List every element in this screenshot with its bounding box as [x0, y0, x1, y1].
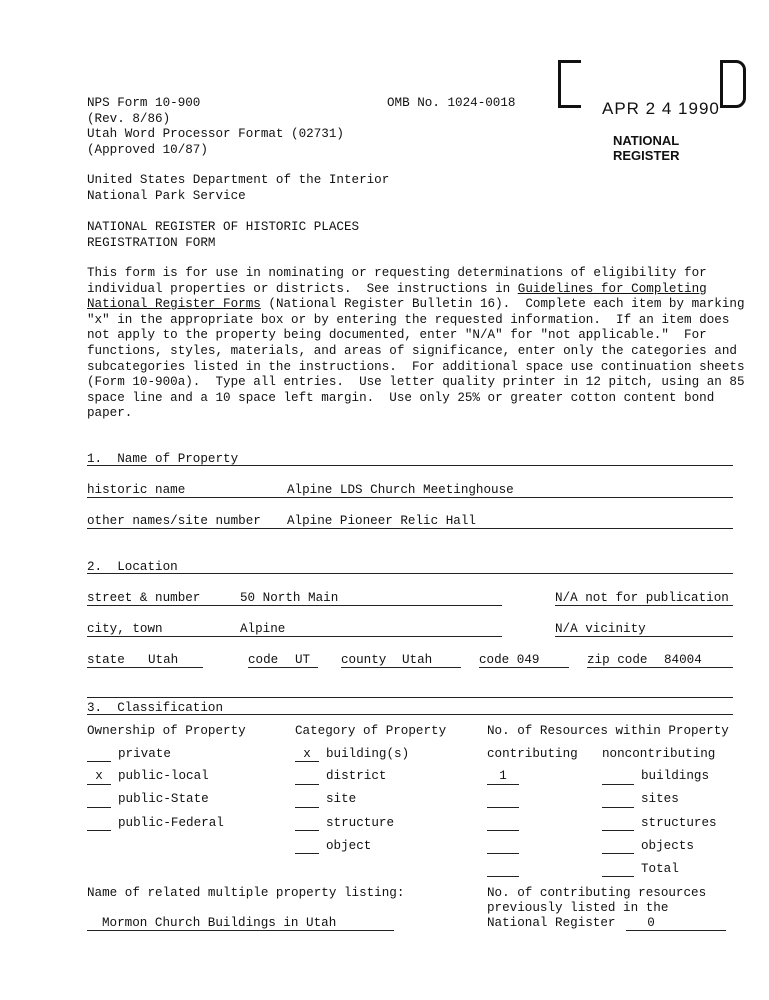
ownership-label-public-state: public-State	[118, 792, 209, 806]
resource-label-total: Total	[641, 862, 679, 876]
contributing-sites-field[interactable]	[487, 807, 519, 808]
resource-label-sites: sites	[641, 792, 679, 806]
noncontributing-heading: noncontributing	[602, 747, 716, 761]
state-code-rule	[248, 667, 318, 668]
noncontributing-structures-field[interactable]	[602, 830, 634, 831]
city-rule	[87, 636, 502, 637]
ownership-heading: Ownership of Property	[87, 724, 246, 738]
related-listing-rule	[87, 930, 394, 931]
ownership-mark-public-local: x	[95, 769, 103, 783]
county-value[interactable]: Utah	[402, 653, 433, 667]
category-label-structure: structure	[326, 816, 395, 830]
other-names-label: other names/site number	[87, 514, 261, 528]
contributing-objects-field[interactable]	[487, 853, 519, 854]
omb-number: OMB No. 1024-0018	[387, 96, 516, 110]
state-value[interactable]: Utah	[148, 653, 179, 667]
state-code-value[interactable]: UT	[295, 653, 311, 667]
zip-value[interactable]: 84004	[664, 653, 702, 667]
category-label-district: district	[326, 769, 387, 783]
section2-heading: 2. Location	[87, 560, 178, 574]
ownership-checkbox-public-federal[interactable]	[87, 830, 111, 831]
county-rule	[341, 667, 461, 668]
form-approved: (Approved 10/87)	[87, 143, 208, 157]
zip-rule	[587, 667, 733, 668]
county-code-rule	[479, 667, 569, 668]
department: United States Department of the Interior	[87, 173, 390, 187]
ownership-label-public-federal: public-Federal	[118, 816, 224, 830]
vicinity-rule	[555, 636, 733, 637]
stamp-letter-d	[720, 60, 746, 108]
street-rule	[87, 605, 502, 606]
stamp-label: NATIONAL REGISTER	[613, 133, 680, 163]
guidelines-link-1: Guidelines for Completing	[517, 281, 707, 296]
noncontributing-buildings-field[interactable]	[602, 784, 634, 785]
state-label: state	[87, 653, 125, 667]
state-code-label: code	[248, 653, 279, 667]
street-label: street & number	[87, 591, 201, 605]
form-subtitle: REGISTRATION FORM	[87, 236, 216, 250]
not-for-publication[interactable]: N/A not for publication	[555, 591, 729, 605]
section1-rule	[87, 465, 733, 466]
form-title: NATIONAL REGISTER OF HISTORIC PLACES	[87, 220, 360, 234]
category-checkbox-object[interactable]	[295, 853, 319, 854]
instructions-text-1: This form is for use in nominating or requesting determinations of eligibility for individual properties or districts. See instructions in	[87, 266, 707, 296]
state-rule	[87, 667, 203, 668]
instructions-paragraph	[87, 266, 757, 422]
previous-listing-rule	[626, 930, 726, 931]
resource-label-objects: objects	[641, 839, 694, 853]
zip-label: zip code	[587, 653, 648, 667]
other-names-value[interactable]: Alpine Pioneer Relic Hall	[287, 514, 476, 528]
category-label-object: object	[326, 839, 372, 853]
city-value[interactable]: Alpine	[240, 622, 286, 636]
historic-name-rule	[87, 497, 733, 498]
previous-listing-line3: National Register	[487, 916, 616, 930]
ownership-checkbox-public-local[interactable]	[87, 784, 111, 785]
resource-label-buildings: buildings	[641, 769, 710, 783]
not-for-publication-rule	[555, 605, 733, 606]
category-heading: Category of Property	[295, 724, 447, 738]
category-checkbox-district[interactable]	[295, 784, 319, 785]
contributing-structures-field[interactable]	[487, 830, 519, 831]
contributing-buildings-field[interactable]	[487, 784, 519, 785]
category-label-site: site	[326, 792, 357, 806]
related-listing-label: Name of related multiple property listing:	[87, 886, 405, 900]
contributing-heading: contributing	[487, 747, 578, 761]
vicinity[interactable]: N/A vicinity	[555, 622, 646, 636]
received-stamp	[555, 55, 750, 170]
instructions-text-2: (National Register Bulletin 16). Complete each item by marking "x" in the appropriate box or by entering the requested information. If an item does not apply to the property being documented, enter "N/A" for "not applicable." For functions, styles, materials, and areas of significance, enter only the categories and subcategories listed in the instructions. For additional space use continuation sheets (Form 10-900a). Type all entries. Use letter quality printer in 12 pitch, using an 85 space line and a 10 space left margin. Use only 25% or greater cotton content bond paper.	[87, 297, 745, 421]
form-format: Utah Word Processor Format (02731)	[87, 127, 344, 141]
resources-heading: No. of Resources within Property	[487, 724, 729, 738]
previous-listing-value[interactable]: 0	[647, 916, 655, 930]
category-label-building: building(s)	[326, 747, 410, 761]
section1-heading: 1. Name of Property	[87, 452, 239, 466]
ownership-checkbox-private[interactable]	[87, 761, 111, 762]
stamp-letter-r	[558, 60, 581, 108]
county-label: county	[341, 653, 387, 667]
form-number: NPS Form 10-900	[87, 96, 201, 110]
section3-heading: 3. Classification	[87, 701, 224, 715]
category-checkbox-site[interactable]	[295, 807, 319, 808]
section3-top-rule	[87, 697, 733, 698]
street-value[interactable]: 50 North Main	[240, 591, 339, 605]
related-listing-value[interactable]: Mormon Church Buildings in Utah	[102, 916, 337, 930]
contributing-total-field[interactable]	[487, 876, 519, 877]
contributing-buildings-value: 1	[499, 769, 507, 783]
ownership-checkbox-public-state[interactable]	[87, 807, 111, 808]
city-label: city, town	[87, 622, 163, 636]
historic-name-value[interactable]: Alpine LDS Church Meetinghouse	[287, 483, 514, 497]
service: National Park Service	[87, 189, 246, 203]
historic-name-label: historic name	[87, 483, 186, 497]
noncontributing-total-field[interactable]	[602, 876, 634, 877]
noncontributing-objects-field[interactable]	[602, 853, 634, 854]
previous-listing-line1: No. of contributing resources	[487, 886, 707, 900]
category-mark-building: x	[303, 747, 311, 761]
guidelines-link-2: National Register Forms	[87, 297, 261, 312]
noncontributing-sites-field[interactable]	[602, 807, 634, 808]
ownership-label-public-local: public-local	[118, 769, 209, 783]
county-code[interactable]: code 049	[479, 653, 540, 667]
section3-rule	[87, 714, 733, 715]
category-checkbox-structure[interactable]	[295, 830, 319, 831]
resource-label-structures: structures	[641, 816, 717, 830]
previous-listing-line2: previously listed in the	[487, 901, 669, 915]
form-revision: (Rev. 8/86)	[87, 112, 171, 126]
other-names-rule	[87, 528, 733, 529]
ownership-label-private: private	[118, 747, 171, 761]
stamp-date: APR 2 4 1990	[602, 99, 720, 118]
section2-rule	[87, 573, 733, 574]
